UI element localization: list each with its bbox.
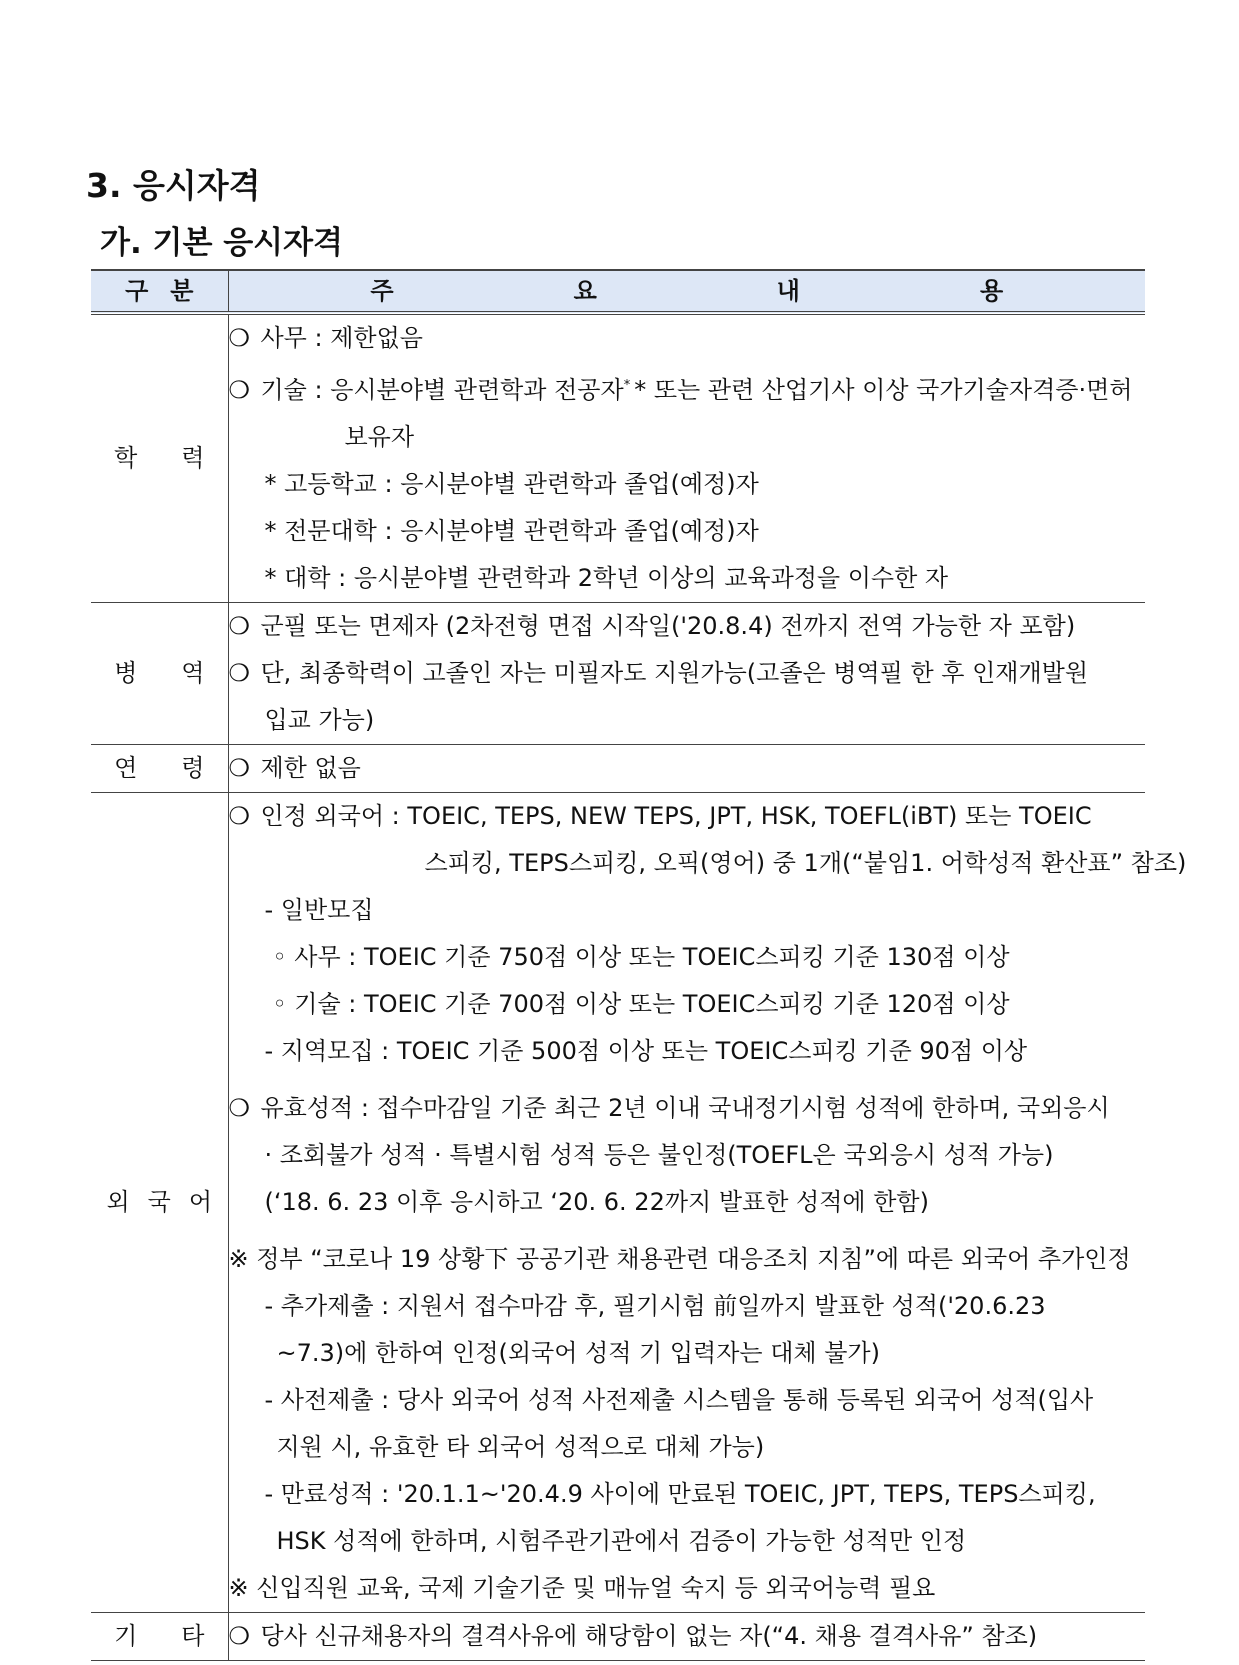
header-content-char: 주 bbox=[370, 277, 394, 305]
header-content bbox=[228, 270, 1145, 313]
circle-bullet-icon: ❍ bbox=[228, 612, 251, 640]
footnote-item: * 대학 : 응시분야별 관련학과 2학년 이상의 교육과정을 이수한 자 bbox=[264, 564, 949, 592]
header-category-char: 분 bbox=[170, 277, 194, 305]
note-item: ※ 신입직원 교육, 국제 기술기준 및 매뉴얼 숙지 등 외국어능력 필요 bbox=[228, 1574, 936, 1602]
label-char: 국 bbox=[147, 1188, 171, 1216]
item-text: 인정 외국어 : TOEIC, TEPS, NEW TEPS, JPT, HSK, TOEFL(iBT) 또는 TOEIC bbox=[260, 802, 1092, 830]
label-char: 기 bbox=[114, 1622, 138, 1650]
footnote-item: * 전문대학 : 응시분야별 관련학과 졸업(예정)자 bbox=[264, 517, 759, 545]
education-label bbox=[91, 313, 228, 603]
label-char: 외 bbox=[106, 1188, 130, 1216]
row-military bbox=[91, 603, 1145, 745]
label-char: 력 bbox=[181, 444, 205, 472]
list-item bbox=[229, 603, 1146, 650]
label-char: 연 bbox=[114, 754, 138, 782]
sub-item: - 사전제출 : 당사 외국어 성적 사전제출 시스템을 통해 등록된 외국어 성적(입사 bbox=[264, 1386, 1094, 1414]
sub-item-continuation: HSK 성적에 한하며, 시험주관기관에서 검증이 가능한 성적만 인정 bbox=[276, 1527, 967, 1555]
list-item bbox=[229, 315, 1146, 362]
sub-sub-item: ◦ 기술 : TOEIC 기준 700점 이상 또는 TOEIC스피킹 기준 120점 이상 bbox=[272, 990, 1010, 1018]
age-label bbox=[91, 745, 228, 793]
sub-item-continuation: 지원 시, 유효한 타 외국어 성적으로 대체 가능) bbox=[276, 1433, 765, 1461]
sub-item: - 지역모집 : TOEIC 기준 500점 이상 또는 TOEIC스피킹 기준 90점 이상 bbox=[264, 1037, 1028, 1065]
age-content bbox=[228, 745, 1145, 793]
label-char: 병 bbox=[114, 659, 138, 687]
row-education bbox=[91, 313, 1145, 603]
sub-item-continuation: ~7.3)에 한하여 인정(외국어 성적 기 입력자는 대체 불가) bbox=[276, 1339, 880, 1367]
sub-item: - 추가제출 : 지원서 접수마감 후, 필기시험 前일까지 발표한 성적('20.6.23 bbox=[264, 1292, 1046, 1320]
list-item bbox=[229, 745, 1146, 792]
item-text: * 또는 관련 산업기사 이상 국가기술자격증·면허 bbox=[634, 376, 1133, 404]
circle-bullet-icon: ❍ bbox=[228, 1094, 251, 1122]
sub-sub-item: ◦ 사무 : TOEIC 기준 750점 이상 또는 TOEIC스피킹 기준 130점 이상 bbox=[272, 943, 1010, 971]
label-char: 어 bbox=[188, 1188, 213, 1216]
circle-bullet-icon: ❍ bbox=[228, 376, 251, 404]
note-item: ※ 정부 “코로나 19 상황下 공공기관 채용관련 대응조치 지침”에 따른 외국어 추가인정 bbox=[228, 1245, 1131, 1273]
military-label bbox=[91, 603, 228, 745]
circle-bullet-icon: ❍ bbox=[228, 754, 251, 782]
footnote-mark: * bbox=[623, 378, 631, 393]
sub-item: - 만료성적 : '20.1.1~'20.4.9 사이에 만료된 TOEIC, JPT, TEPS, TEPS스피킹, bbox=[264, 1480, 1096, 1508]
list-item bbox=[229, 1613, 1146, 1660]
foreign-language-label bbox=[91, 793, 228, 1613]
eligibility-table bbox=[91, 269, 1187, 1661]
item-text: 단, 최종학력이 고졸인 자는 미필자도 지원가능(고졸은 병역필 한 후 인재개발원 bbox=[260, 659, 1089, 687]
label-char: 타 bbox=[181, 1622, 205, 1650]
circle-bullet-icon: ❍ bbox=[228, 659, 251, 687]
education-content bbox=[228, 313, 1145, 603]
circle-bullet-icon: ❍ bbox=[228, 324, 251, 352]
military-content bbox=[228, 603, 1145, 745]
row-foreign-language bbox=[91, 793, 1145, 1613]
row-age bbox=[91, 745, 1145, 793]
other-label bbox=[91, 1613, 228, 1661]
item-text: 사무 : 제한없음 bbox=[260, 324, 423, 352]
header-content-char: 용 bbox=[979, 277, 1004, 305]
list-item-continuation: · 조회불가 성적 · 특별시험 성적 등은 불인정(TOEFL은 국외응시 성적 가능) bbox=[264, 1141, 1054, 1169]
other-content bbox=[228, 1613, 1145, 1661]
foreign-language-content bbox=[228, 793, 1187, 1613]
item-text: 기술 : 응시분야별 관련학과 전공자 bbox=[260, 376, 624, 404]
list-item bbox=[229, 1085, 1146, 1132]
list-item-continuation: 입교 가능) bbox=[264, 706, 375, 734]
label-char: 학 bbox=[114, 444, 138, 472]
label-char: 령 bbox=[181, 754, 205, 782]
header-content-char: 내 bbox=[776, 277, 800, 305]
footnote-item: * 고등학교 : 응시분야별 관련학과 졸업(예정)자 bbox=[264, 470, 759, 498]
item-text: 유효성적 : 접수마감일 기준 최근 2년 이내 국내정기시험 성적에 한하며, 국외응시 bbox=[260, 1094, 1110, 1122]
label-char: 역 bbox=[181, 659, 205, 687]
sub-item: - 일반모집 bbox=[264, 896, 374, 924]
list-item bbox=[229, 650, 1146, 697]
section-title: 3. 응시자격 bbox=[86, 166, 261, 205]
header-category bbox=[91, 270, 228, 313]
table-header-row bbox=[91, 270, 1145, 313]
list-item bbox=[229, 362, 1146, 414]
item-text: 군필 또는 면제자 (2차전형 면접 시작일('20.8.4) 전까지 전역 가능한 자 포함) bbox=[260, 612, 1076, 640]
item-text: 당사 신규채용자의 결격사유에 해당함이 없는 자(“4. 채용 결격사유” 참조) bbox=[260, 1622, 1038, 1650]
list-item-continuation: 스피킹, TEPS스피킹, 오픽(영어) 중 1개(“붙임1. 어학성적 환산표” 참조) bbox=[424, 849, 1187, 877]
list-item-continuation: 보유자 bbox=[344, 423, 415, 451]
header-content-char: 요 bbox=[573, 277, 597, 305]
circle-bullet-icon: ❍ bbox=[228, 802, 251, 830]
circle-bullet-icon: ❍ bbox=[228, 1622, 251, 1650]
item-text: 제한 없음 bbox=[260, 754, 361, 782]
list-item-continuation: (‘18. 6. 23 이후 응시하고 ‘20. 6. 22까지 발표한 성적에 한함) bbox=[264, 1188, 929, 1216]
sub-title: 가. 기본 응시자격 bbox=[100, 225, 343, 261]
header-category-char: 구 bbox=[125, 277, 149, 305]
list-item bbox=[229, 793, 1146, 840]
row-other bbox=[91, 1613, 1145, 1661]
